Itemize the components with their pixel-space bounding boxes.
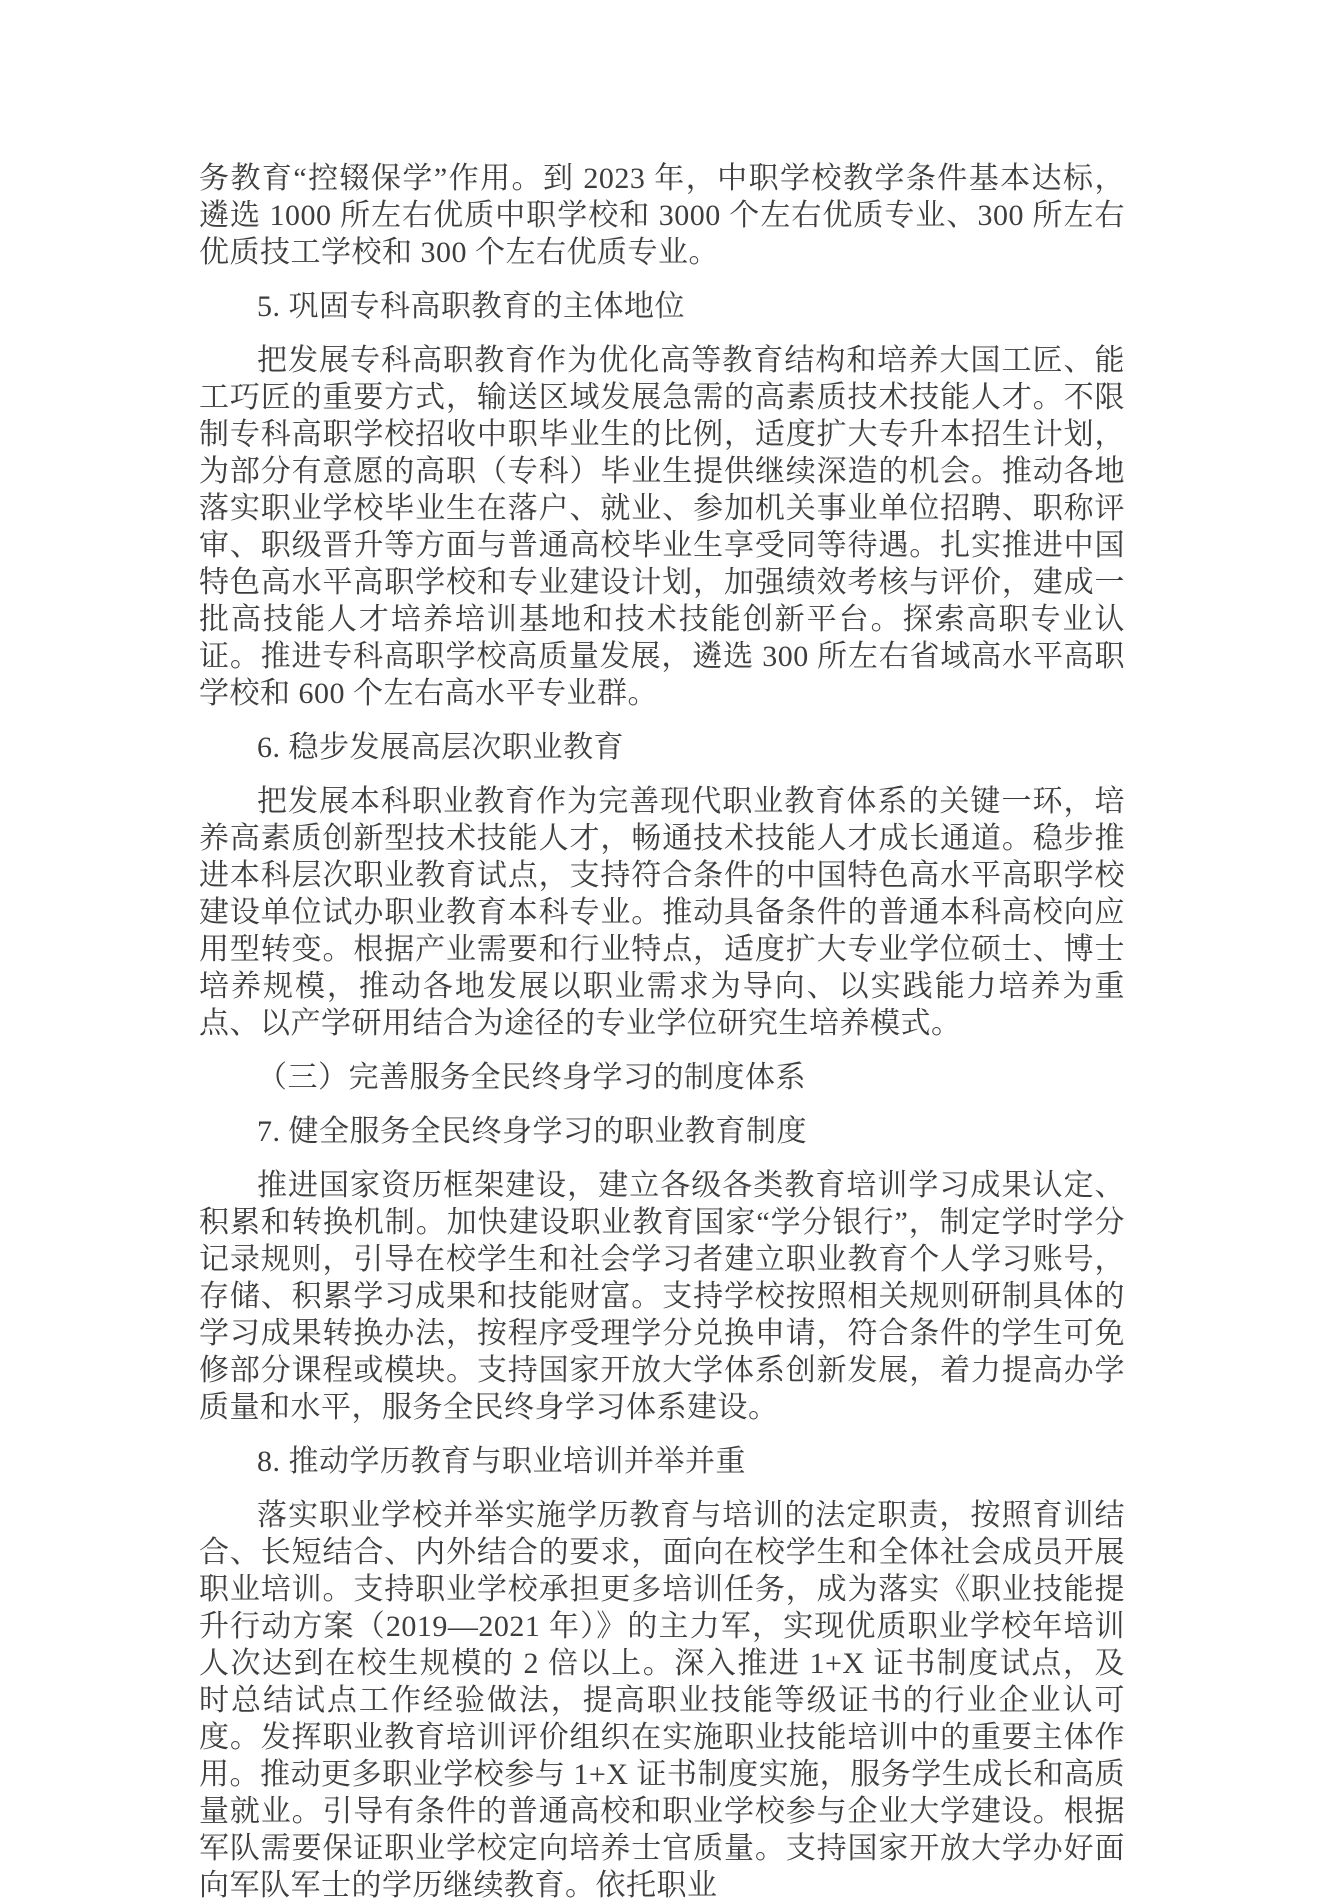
section-heading: 8. 推动学历教育与职业培训并举并重 xyxy=(257,1445,746,1478)
section-heading: 7. 健全服务全民终身学习的职业教育制度 xyxy=(257,1115,807,1148)
section-heading: （三）完善服务全民终身学习的制度体系 xyxy=(257,1061,806,1094)
body-paragraph: 务教育“控辍保学”作用。到 2023 年，中职学校教学条件基本达标，遴选 1000 所左右优质中职学校和 3000 个左右优质专业、300 所左右优质技工学校和 300 个左右优质专业。 xyxy=(199,162,1125,269)
section-heading: 6. 稳步发展高层次职业教育 xyxy=(257,731,624,764)
body-paragraph: 把发展专科高职教育作为优化高等教育结构和培养大国工匠、能工巧匠的重要方式，输送区域发展急需的高素质技术技能人才。不限制专科高职学校招收中职毕业生的比例，适度扩大专升本招生计划，为部分有意愿的高职（专科）毕业生提供继续深造的机会。推动各地落实职业学校毕业生在落户、就业、参加机关事业单位招聘、职称评审、职级晋升等方面与普通高校毕业生享受同等待遇。扎实推进中国特色高水平高职学校和专业建设计划，加强绩效考核与评价，建成一批高技能人才培养培训基地和技术技能创新平台。探索高职专业认证。推进专科高职学校高质量发展，遴选 300 所左右省域高水平高职学校和 600 个左右高水平专业群。 xyxy=(199,344,1125,710)
body-paragraph: 把发展本科职业教育作为完善现代职业教育体系的关键一环，培养高素质创新型技术技能人才，畅通技术技能人才成长通道。稳步推进本科层次职业教育试点，支持符合条件的中国特色高水平高职学校建设单位试办职业教育本科专业。推动具备条件的普通本科高校向应用型转变。根据产业需要和行业特点，适度扩大专业学位硕士、博士培养规模，推动各地发展以职业需求为导向、以实践能力培养为重点、以产学研用结合为途径的专业学位研究生培养模式。 xyxy=(199,785,1125,1040)
body-paragraph: 推进国家资历框架建设，建立各级各类教育培训学习成果认定、积累和转换机制。加快建设职业教育国家“学分银行”，制定学时学分记录规则，引导在校学生和社会学习者建立职业教育个人学习账号，存储、积累学习成果和技能财富。支持学校按照相关规则研制具体的学习成果转换办法，按程序受理学分兑换申请，符合条件的学生可免修部分课程或模块。支持国家开放大学体系创新发展，着力提高办学质量和水平，服务全民终身学习体系建设。 xyxy=(199,1169,1125,1424)
section-heading: 5. 巩固专科高职教育的主体地位 xyxy=(257,290,685,323)
body-paragraph: 落实职业学校并举实施学历教育与培训的法定职责，按照育训结合、长短结合、内外结合的要求，面向在校学生和全体社会成员开展职业培训。支持职业学校承担更多培训任务，成为落实《职业技能提升行动方案（2019—2021 年）》的主力军，实现优质职业学校年培训人次达到在校生规模的 2 倍以上。深入推进 1+X 证书制度试点，及时总结试点工作经验做法，提高职业技能等级证书的行业企业认可度。发挥职业教育培训评价组织在实施职业技能培训中的重要主体作用。推动更多职业学校参与 1+X 证书制度实施，服务学生成长和高质量就业。引导有条件的普通高校和职业学校参与企业大学建设。根据军队需要保证职业学校定向培养士官质量。支持国家开放大学办好面向军队军士的学历继续教育。依托职业 xyxy=(199,1499,1125,1902)
document-text-block xyxy=(199,160,1125,1904)
